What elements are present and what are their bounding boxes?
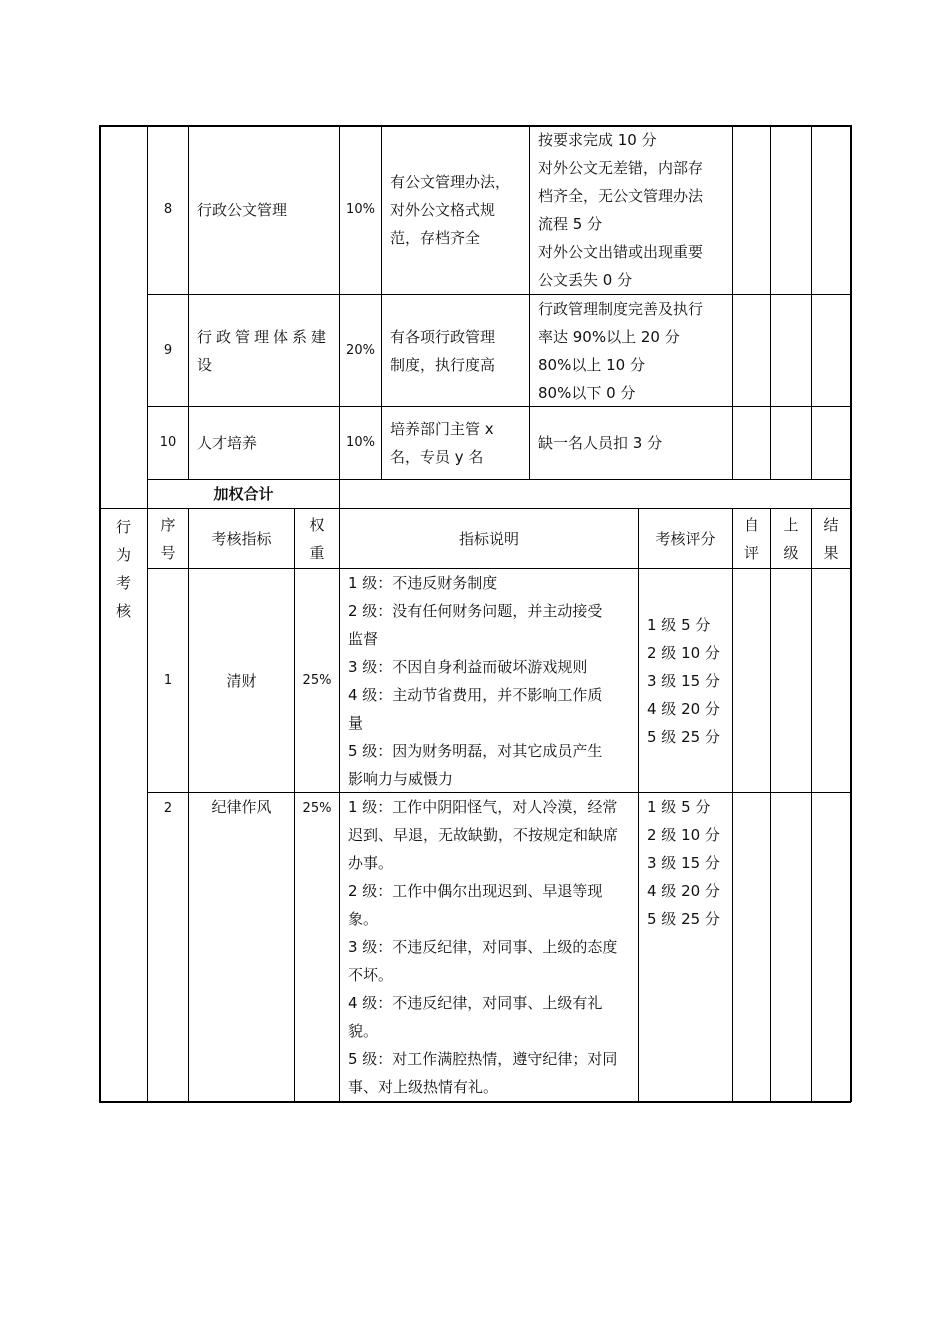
scoring-line: 按要求完成 10 分 (538, 130, 657, 149)
description-line: 1 级：不违反财务制度 (348, 573, 498, 592)
indicator-name: 清财 (226, 671, 257, 690)
header-self-evaluation (733, 509, 770, 568)
header-indicator: 考核指标 (211, 529, 272, 548)
indicator-description (340, 569, 638, 792)
description-line: 范，存档齐全 (390, 228, 481, 247)
weight-value: 25% (302, 801, 332, 816)
rule-b-superior (811, 508, 812, 1102)
row-number: 8 (163, 201, 173, 217)
rule-b-scoring (732, 508, 733, 1102)
header-text: 自 (743, 515, 759, 534)
header-text: 权 (309, 515, 325, 534)
scoring-line: 5 级 25 分 (647, 910, 720, 928)
indicator-name-line: 人才培养 (197, 434, 258, 452)
scoring-criteria (639, 793, 732, 1101)
header-text: 级 (783, 543, 799, 562)
description-line: 有公文管理办法， (390, 172, 511, 191)
header-scoring: 考核评分 (655, 529, 716, 548)
description-line: 监督 (348, 629, 379, 648)
description-line: 3 级：不因自身利益而破坏游戏规则 (348, 657, 588, 676)
description-line: 培养部门主管 x (390, 420, 494, 438)
scoring-line: 3 级 15 分 (647, 671, 720, 690)
weighted-total-label: 加权合计 (213, 485, 274, 503)
scoring-line: 行政管理制度完善及执行 (538, 299, 704, 318)
scoring-line: 对外公文出错或出现重要 (538, 242, 704, 261)
scoring-line: 2 级 10 分 (647, 826, 720, 844)
description-line: 象。 (348, 910, 379, 928)
scoring-line: 公文丢失 0 分 (538, 270, 633, 289)
header-result (812, 509, 850, 568)
indicator-description (340, 793, 638, 1101)
description-line: 量 (348, 713, 364, 732)
description-line: 4 级：不违反纪律，对同事、上级有礼 (348, 994, 603, 1012)
header-text: 号 (160, 543, 176, 562)
description-line: 名，专员 y 名 (390, 448, 484, 466)
description-line: 貌。 (348, 1022, 379, 1040)
scoring-line: 缺一名人员扣 3 分 (538, 434, 663, 452)
weight-value: 20% (346, 342, 375, 358)
header-no (148, 509, 188, 568)
rule-u-scoring (732, 125, 733, 479)
description-line: 1 级：工作中阴阳怪气，对人冷漠，经常 (348, 798, 618, 816)
indicator-description (382, 407, 529, 479)
description-line: 办事。 (348, 854, 394, 872)
description-line: 制度，执行度高 (390, 355, 496, 374)
indicator-description (382, 125, 529, 294)
scoring-line: 4 级 20 分 (647, 699, 720, 718)
rule-u-superior (811, 125, 812, 479)
indicator-name (189, 295, 339, 406)
indicator-name-line: 行政管理体系建 (197, 327, 331, 346)
indicator-description (382, 295, 529, 406)
scoring-criteria (530, 407, 732, 479)
indicator-name (189, 125, 339, 294)
scoring-line: 率达 90%以上 20 分 (538, 327, 680, 346)
header-weight (295, 509, 339, 568)
section-label-char: 为 (115, 546, 131, 564)
description-line: 2 级：工作中偶尔出现迟到、早退等现 (348, 882, 603, 900)
section-label-char: 行 (115, 518, 131, 536)
scoring-criteria (530, 295, 732, 406)
description-line: 影响力与威慑力 (348, 769, 454, 788)
rule-u-self (770, 125, 771, 479)
description-line: 对外公文格式规 (390, 200, 496, 219)
scoring-line: 80%以下 0 分 (538, 383, 636, 402)
scoring-line: 4 级 20 分 (647, 882, 720, 900)
description-line: 3 级：不违反纪律，对同事、上级的态度 (348, 938, 618, 956)
description-line: 5 级：因为财务明磊，对其它成员产生 (348, 741, 603, 760)
description-line: 4 级：主动节省费用，并不影响工作质 (348, 685, 603, 704)
description-line: 5 级：对工作满腔热情，遵守纪律；对同 (348, 1050, 618, 1068)
header-text: 序 (160, 515, 176, 534)
scoring-line: 对外公文无差错，内部存 (538, 158, 704, 177)
rule-b-self (770, 508, 771, 1102)
weight-value: 10% (346, 435, 375, 450)
weight-value: 10% (346, 201, 375, 217)
description-line: 2 级：没有任何财务问题，并主动接受 (348, 601, 603, 620)
row-number: 10 (159, 435, 177, 450)
indicator-name (189, 407, 339, 479)
section-label-char: 核 (115, 602, 131, 620)
description-line: 事、对上级热情有礼。 (348, 1078, 499, 1096)
section-label-behavior (100, 509, 147, 1101)
header-superior (771, 509, 811, 568)
scoring-line: 档齐全，无公文管理办法 (538, 186, 704, 205)
header-text: 果 (823, 543, 839, 562)
rule-bottom (99, 1101, 851, 1103)
scoring-line: 5 级 25 分 (647, 727, 720, 746)
description-line: 迟到、早退，无故缺勤，不按规定和缺席 (348, 826, 619, 844)
scoring-line: 流程 5 分 (538, 214, 603, 233)
description-line: 有各项行政管理 (390, 327, 496, 346)
scoring-line: 1 级 5 分 (647, 615, 711, 634)
description-line: 不坏。 (348, 966, 394, 984)
indicator-name-line: 设 (197, 355, 213, 374)
header-description: 指标说明 (458, 529, 519, 548)
scoring-line: 1 级 5 分 (647, 798, 711, 816)
scoring-line: 2 级 10 分 (647, 643, 720, 662)
row-number: 2 (163, 801, 173, 816)
rule-right (850, 125, 852, 1102)
header-text: 重 (309, 543, 325, 562)
indicator-name-line: 行政公文管理 (197, 200, 288, 219)
scoring-criteria (530, 125, 732, 294)
indicator-name: 纪律作风 (211, 798, 272, 816)
section-label-char: 考 (115, 574, 131, 592)
header-text: 结 (823, 515, 839, 534)
row-number: 9 (163, 342, 173, 358)
header-text: 上 (783, 515, 799, 534)
scoring-criteria (639, 569, 732, 792)
scoring-line: 80%以上 10 分 (538, 355, 645, 374)
scoring-line: 3 级 15 分 (647, 854, 720, 872)
header-text: 评 (743, 543, 759, 562)
weight-value: 25% (302, 672, 332, 688)
row-number: 1 (163, 672, 173, 688)
